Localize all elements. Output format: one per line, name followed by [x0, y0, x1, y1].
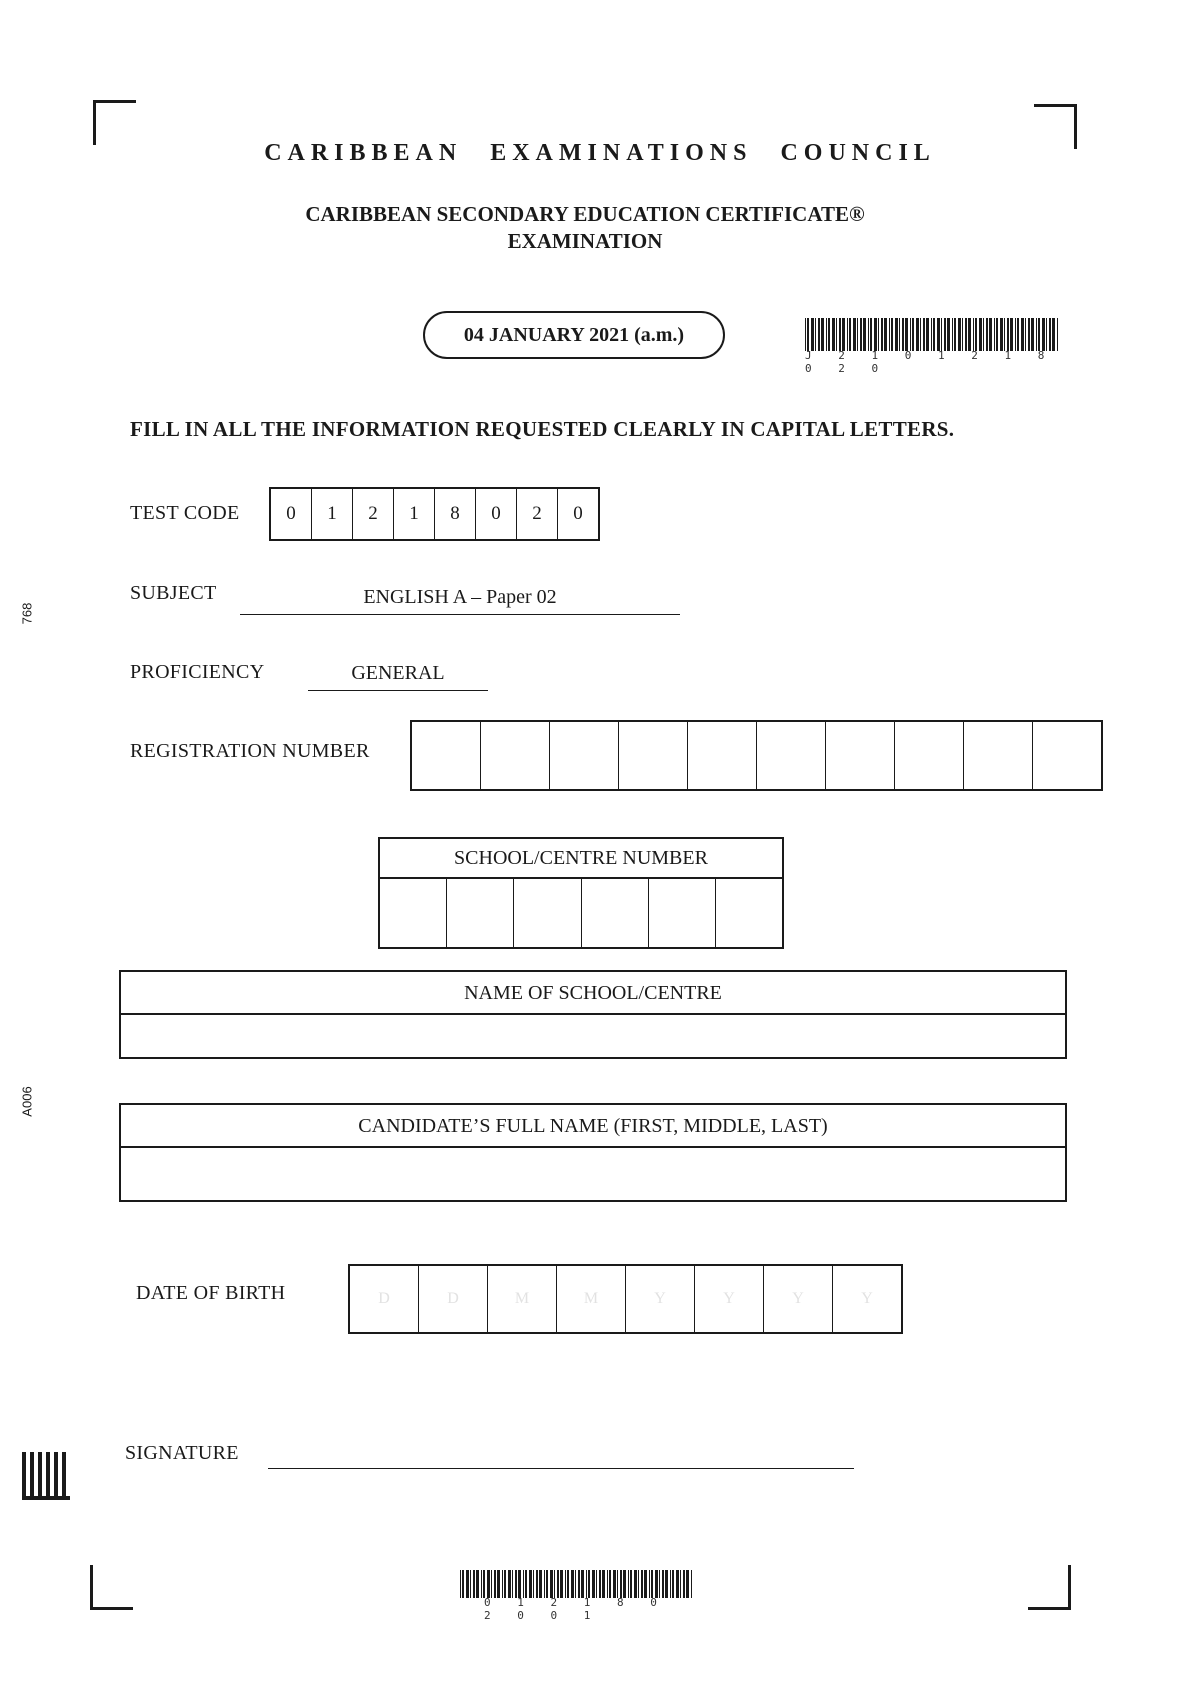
barcode-bar — [628, 1570, 629, 1598]
subject-field[interactable]: ENGLISH A – Paper 02 — [240, 586, 680, 615]
barcode-bar — [860, 318, 862, 351]
barcode-bar — [807, 318, 809, 351]
barcode-bar — [620, 1570, 622, 1598]
barcode-bar — [944, 318, 946, 351]
barcode-bar — [983, 318, 984, 351]
council-word: COUNCIL — [780, 140, 936, 166]
corner-mark-bottom-left — [90, 1565, 133, 1610]
barcode-bar — [550, 1570, 553, 1598]
barcode-bar — [815, 318, 816, 351]
barcode-bar — [905, 318, 908, 351]
barcode-bar — [508, 1570, 511, 1598]
barcode-bar — [560, 1570, 563, 1598]
barcode-bar — [494, 1570, 496, 1598]
school-number-digit-box[interactable] — [380, 879, 447, 947]
barcode-bar — [881, 318, 883, 351]
test-code-digit: 8 — [435, 489, 476, 539]
registration-digit-box[interactable] — [826, 722, 895, 789]
school-centre-number-cells — [380, 879, 782, 947]
barcode-bar — [683, 1570, 685, 1598]
council-title — [0, 140, 1200, 167]
barcode-bar — [884, 318, 887, 351]
barcode-bar — [1028, 318, 1030, 351]
corner-mark-top-left — [93, 100, 136, 145]
dob-day-box[interactable]: D — [350, 1266, 419, 1332]
exam-date-badge: 04 JANUARY 2021 (a.m.) — [423, 311, 725, 359]
dob-year-box[interactable]: Y — [626, 1266, 695, 1332]
barcode-bar — [920, 318, 921, 351]
school-number-digit-box[interactable] — [582, 879, 649, 947]
bottom-barcode-digits: 0 1 2 1 8 0 2 0 0 1 — [484, 1596, 667, 1622]
barcode-bar — [1052, 318, 1055, 351]
barcode-bars — [460, 1570, 696, 1598]
barcode-bar — [1015, 318, 1016, 351]
date-of-birth-boxes — [348, 1264, 903, 1334]
registration-digit-box[interactable] — [481, 722, 550, 789]
barcode-bar — [567, 1570, 569, 1598]
barcode-bar — [916, 318, 919, 351]
barcode-bar — [933, 318, 935, 351]
registration-digit-box[interactable] — [550, 722, 619, 789]
barcode-bar — [504, 1570, 506, 1598]
barcode-bar — [586, 1570, 587, 1598]
barcode-bar — [1046, 318, 1047, 351]
barcode-bar — [638, 1570, 639, 1598]
barcode-bar — [973, 318, 974, 351]
barcode-bar — [596, 1570, 597, 1598]
registration-digit-box[interactable] — [688, 722, 757, 789]
registration-digit-box[interactable] — [1033, 722, 1101, 789]
barcode-bar — [529, 1570, 532, 1598]
barcode-bar — [836, 318, 837, 351]
barcode-bar — [899, 318, 900, 351]
registration-digit-box[interactable] — [895, 722, 964, 789]
school-name-box — [119, 970, 1067, 1059]
barcode-bar — [539, 1570, 542, 1598]
test-code-digit: 0 — [271, 489, 312, 539]
barcode-bar — [655, 1570, 658, 1598]
barcode-bar — [672, 1570, 674, 1598]
barcode-bar — [878, 318, 879, 351]
barcode-bar — [1010, 318, 1013, 351]
barcode-bar — [1036, 318, 1037, 351]
barcode-bar — [874, 318, 877, 351]
barcode-bar — [1025, 318, 1026, 351]
barcode-bar — [891, 318, 893, 351]
test-code-digit: 2 — [353, 489, 394, 539]
dob-month-box[interactable]: M — [557, 1266, 626, 1332]
barcode-bar — [609, 1570, 611, 1598]
barcode-bar — [863, 318, 866, 351]
barcode-bar — [996, 318, 998, 351]
barcode-bar — [902, 318, 904, 351]
barcode-bar — [952, 318, 953, 351]
barcode-bar — [659, 1570, 660, 1598]
barcode-bar — [487, 1570, 490, 1598]
barcode-bar — [649, 1570, 650, 1598]
data-matrix-code — [22, 1452, 70, 1500]
barcode-bar — [910, 318, 911, 351]
barcode-bar — [975, 318, 977, 351]
barcode-bar — [592, 1570, 595, 1598]
barcode-bar — [1049, 318, 1051, 351]
barcode-bar — [599, 1570, 601, 1598]
barcode-bar — [670, 1570, 671, 1598]
barcode-bar — [941, 318, 942, 351]
barcode-bar — [811, 318, 814, 351]
barcode-bar — [613, 1570, 616, 1598]
candidate-name-field[interactable] — [121, 1148, 1065, 1200]
barcode-bar — [466, 1570, 469, 1598]
barcode-bar — [962, 318, 963, 351]
barcode-bar — [571, 1570, 574, 1598]
barcode-bar — [641, 1570, 643, 1598]
barcode-bar — [460, 1570, 461, 1598]
signature-line[interactable] — [268, 1468, 854, 1469]
signature-label: SIGNATURE — [125, 1442, 239, 1464]
dob-month-box[interactable]: M — [488, 1266, 557, 1332]
barcode-bar — [512, 1570, 513, 1598]
side-code-lower: A006 — [19, 1086, 35, 1117]
registration-number-boxes — [410, 720, 1103, 791]
barcode-bar — [965, 318, 967, 351]
test-code-digit: 0 — [573, 503, 583, 524]
school-number-digit-box[interactable] — [716, 879, 782, 947]
barcode-bar — [617, 1570, 618, 1598]
barcode-bar — [462, 1570, 464, 1598]
barcode-bar — [805, 318, 806, 351]
school-number-digit-box[interactable] — [514, 879, 581, 947]
candidate-name-label: CANDIDATE’S FULL NAME (FIRST, MIDDLE, LAST) — [121, 1105, 1065, 1148]
test-code-digit: 1 — [394, 489, 435, 539]
dob-year-box[interactable]: Y — [695, 1266, 764, 1332]
barcode-bar — [691, 1570, 692, 1598]
barcode-bar — [665, 1570, 668, 1598]
barcode-bar — [895, 318, 898, 351]
barcode-bar — [868, 318, 869, 351]
barcode-bar — [634, 1570, 637, 1598]
instruction-text: FILL IN ALL THE INFORMATION REQUESTED CLEARLY IN CAPITAL LETTERS. — [130, 417, 955, 441]
barcode-bar — [546, 1570, 548, 1598]
barcode-bar — [644, 1570, 647, 1598]
corner-mark-bottom-right — [1028, 1565, 1071, 1610]
council-word: CARIBBEAN — [264, 140, 463, 166]
barcode-bar — [937, 318, 940, 351]
barcode-bar — [518, 1570, 521, 1598]
barcode-bar — [847, 318, 848, 351]
registration-digit-box[interactable] — [964, 722, 1033, 789]
barcode-bar — [1038, 318, 1040, 351]
date-of-birth-label: DATE OF BIRTH — [136, 1282, 286, 1304]
test-code-label: TEST CODE — [130, 502, 240, 524]
registration-digit-box[interactable] — [619, 722, 688, 789]
barcode-bar — [544, 1570, 545, 1598]
barcode-bar — [968, 318, 971, 351]
bottom-barcode — [460, 1570, 696, 1622]
barcode-bar — [926, 318, 929, 351]
barcode-bar — [473, 1570, 475, 1598]
barcode-bar — [947, 318, 950, 351]
matrix-cell — [66, 1496, 70, 1500]
barcode-bar — [557, 1570, 559, 1598]
dob-day-box[interactable]: D — [419, 1266, 488, 1332]
barcode-bars — [805, 318, 1063, 351]
barcode-bar — [989, 318, 992, 351]
barcode-bar — [1007, 318, 1009, 351]
barcode-bar — [476, 1570, 479, 1598]
barcode-bar — [1057, 318, 1058, 351]
barcode-bar — [497, 1570, 500, 1598]
school-centre-number-label: SCHOOL/CENTRE NUMBER — [380, 839, 782, 879]
barcode-bar — [533, 1570, 534, 1598]
barcode-bar — [676, 1570, 679, 1598]
top-barcode-digits: J 2 1 0 1 2 1 8 0 2 0 — [805, 349, 1055, 375]
barcode-bar — [958, 318, 961, 351]
barcode-bar — [523, 1570, 524, 1598]
barcode-bar — [491, 1570, 492, 1598]
proficiency-field[interactable]: GENERAL — [308, 662, 488, 691]
top-barcode — [805, 318, 1063, 375]
barcode-bar — [602, 1570, 605, 1598]
barcode-bar — [662, 1570, 664, 1598]
barcode-bar — [581, 1570, 584, 1598]
school-number-digit-box[interactable] — [447, 879, 514, 947]
subject-label: SUBJECT — [130, 582, 217, 604]
certificate-line-1: CARIBBEAN SECONDARY EDUCATION CERTIFICATE® — [305, 202, 865, 226]
barcode-bar — [889, 318, 890, 351]
barcode-bar — [912, 318, 914, 351]
registration-digit-box[interactable] — [757, 722, 826, 789]
barcode-bar — [979, 318, 982, 351]
registration-number-label: REGISTRATION NUMBER — [130, 740, 370, 762]
barcode-bar — [828, 318, 830, 351]
barcode-bar — [554, 1570, 555, 1598]
barcode-bar — [986, 318, 988, 351]
barcode-bar — [826, 318, 827, 351]
barcode-bar — [470, 1570, 471, 1598]
certificate-title — [0, 201, 1170, 255]
barcode-bar — [1031, 318, 1034, 351]
barcode-bar — [502, 1570, 503, 1598]
barcode-bar — [832, 318, 835, 351]
test-code-boxes — [269, 487, 600, 541]
barcode-bar — [481, 1570, 482, 1598]
barcode-bar — [1000, 318, 1003, 351]
dob-year-box[interactable]: Y — [861, 1290, 873, 1307]
dob-year-box[interactable]: Y — [764, 1266, 833, 1332]
test-code-digit: 0 — [476, 489, 517, 539]
barcode-bar — [588, 1570, 590, 1598]
barcode-bar — [870, 318, 872, 351]
barcode-bar — [954, 318, 956, 351]
barcode-bar — [623, 1570, 626, 1598]
barcode-bar — [575, 1570, 576, 1598]
barcode-bar — [515, 1570, 517, 1598]
barcode-bar — [842, 318, 845, 351]
barcode-bar — [849, 318, 851, 351]
certificate-line-2: EXAMINATION — [507, 229, 663, 253]
barcode-bar — [651, 1570, 653, 1598]
barcode-bar — [525, 1570, 527, 1598]
barcode-bar — [1017, 318, 1019, 351]
candidate-name-box — [119, 1103, 1067, 1202]
barcode-bar — [686, 1570, 689, 1598]
council-word: EXAMINATIONS — [490, 140, 753, 166]
registration-digit-box[interactable] — [412, 722, 481, 789]
barcode-bar — [1004, 318, 1005, 351]
barcode-bar — [821, 318, 824, 351]
school-name-field[interactable] — [121, 1015, 1065, 1057]
barcode-bar — [680, 1570, 681, 1598]
barcode-bar — [630, 1570, 632, 1598]
barcode-bar — [853, 318, 856, 351]
barcode-bar — [839, 318, 841, 351]
barcode-bar — [931, 318, 932, 351]
barcode-bar — [857, 318, 858, 351]
school-centre-number-box — [378, 837, 784, 949]
barcode-bar — [565, 1570, 566, 1598]
barcode-bar — [994, 318, 995, 351]
test-code-digit: 2 — [517, 489, 558, 539]
school-number-digit-box[interactable] — [649, 879, 716, 947]
barcode-bar — [607, 1570, 608, 1598]
test-code-digit: 1 — [312, 489, 353, 539]
proficiency-label: PROFICIENCY — [130, 661, 265, 683]
side-code-upper: 768 — [19, 602, 35, 625]
barcode-bar — [818, 318, 820, 351]
barcode-bar — [536, 1570, 538, 1598]
barcode-bar — [1021, 318, 1024, 351]
barcode-bar — [923, 318, 925, 351]
school-name-label: NAME OF SCHOOL/CENTRE — [121, 972, 1065, 1015]
barcode-bar — [1042, 318, 1045, 351]
barcode-bar — [483, 1570, 485, 1598]
barcode-bar — [578, 1570, 580, 1598]
